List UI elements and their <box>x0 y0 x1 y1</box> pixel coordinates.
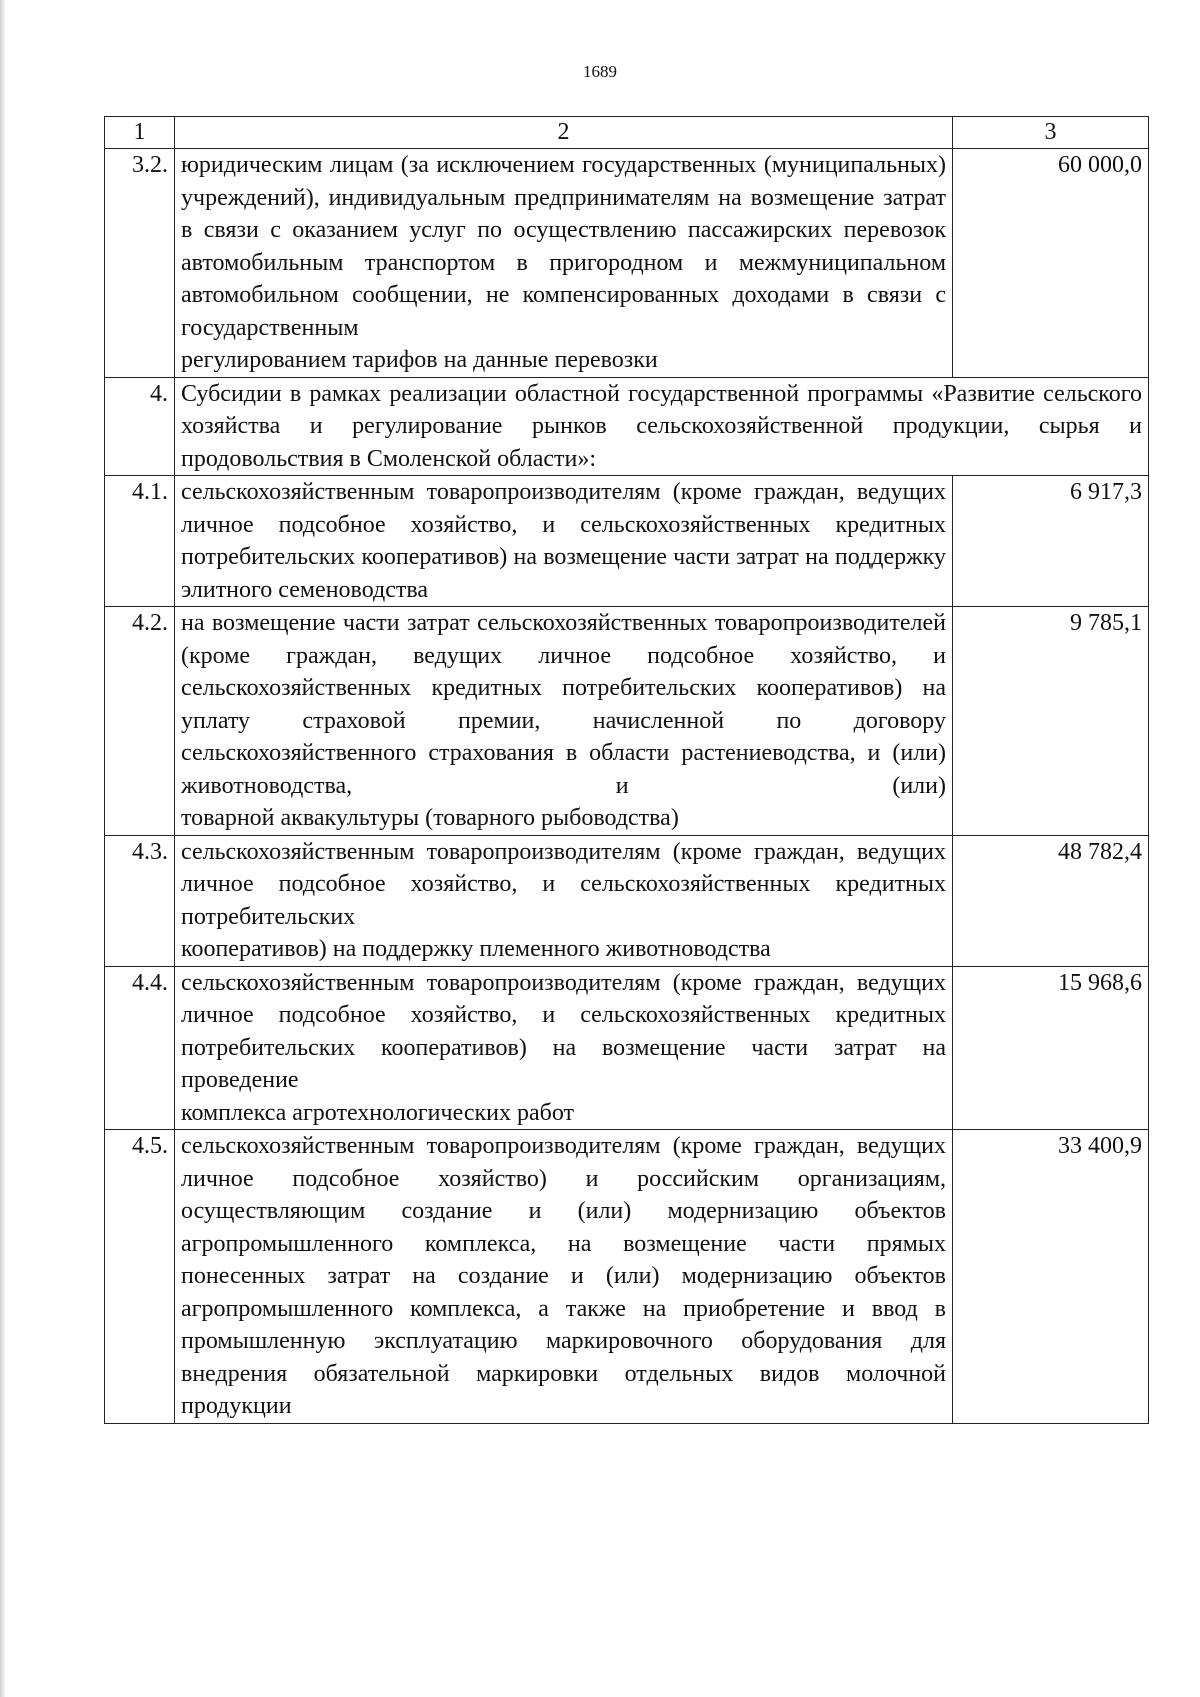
row-amount: 6 917,3 <box>953 476 1149 607</box>
table-header-row <box>105 117 1149 149</box>
row-amount: 33 400,9 <box>953 1130 1149 1424</box>
table-row <box>105 1130 1149 1424</box>
row-amount: 48 782,4 <box>953 835 1149 966</box>
row-text-last-line: кооперативов) на поддержку племенного животноводства <box>181 936 771 962</box>
table-row <box>105 966 1149 1130</box>
row-description <box>175 1130 953 1424</box>
row-text-last-line: продукции <box>181 1393 292 1419</box>
row-text-last-line: комплекса агротехнологических работ <box>181 1099 575 1126</box>
table-row <box>105 607 1149 836</box>
row-description <box>175 149 953 378</box>
row-text-last-line: регулированием тарифов на данные перевозки <box>181 347 658 373</box>
row-number: 4.2. <box>105 607 175 836</box>
row-description: Субсидии в рамках реализации областной государственной программы «Развитие сельского хозяйства и регулирование рынков сельскохозяйственной продукции, сырья и продовольствия в Смоленской области»: <box>175 377 1149 476</box>
column-header-1: 1 <box>105 117 175 149</box>
row-text: сельскохозяйственным товаропроизводителям (кроме граждан, ведущих личное подсобное хозяйство, и сельскохозяйственных кредитных потребительских <box>181 838 946 930</box>
row-number: 4.5. <box>105 1130 175 1424</box>
column-header-2: 2 <box>175 117 953 149</box>
row-text: сельскохозяйственным товаропроизводителям (кроме граждан, ведущих личное подсобное хозяйство, и сельскохозяйственных кредитных потребительских кооперативов) на возмещение части затрат на поддержку <box>181 479 946 570</box>
row-description <box>175 835 953 966</box>
table-row <box>105 149 1149 378</box>
row-text-last-line: товарной аквакультуры (товарного рыбоводства) <box>181 805 679 831</box>
table-row <box>105 476 1149 607</box>
table-row <box>105 377 1149 476</box>
row-text-last-line: элитного семеноводства <box>181 576 429 603</box>
row-number: 3.2. <box>105 149 175 378</box>
row-description <box>175 966 953 1130</box>
row-text: сельскохозяйственным товаропроизводителям (кроме граждан, ведущих личное подсобное хозяйство, и сельскохозяйственных кредитных потребительских кооперативов) на возмещение части затрат на проведение <box>181 969 946 1093</box>
page-number: 1689 <box>583 62 617 81</box>
row-number: 4.4. <box>105 966 175 1130</box>
table-row <box>105 835 1149 966</box>
row-text: юридическим лицам (за исключением государственных (муниципальных) учреждений), индивидуальным предпринимателям на возмещение затрат в связи с оказанием услуг по осуществлению пассажирских перевозок автомобильным транспортом в пригородном и межмуниципальном автомобильном сообщении, не компенсированных доходами в связи с государственным <box>181 152 946 341</box>
row-amount: 9 785,1 <box>953 607 1149 836</box>
scan-edge-shadow <box>0 0 6 1697</box>
row-description <box>175 607 953 836</box>
row-number: 4.3. <box>105 835 175 966</box>
row-number: 4. <box>105 377 175 476</box>
row-number: 4.1. <box>105 476 175 607</box>
column-header-3: 3 <box>953 117 1149 149</box>
row-amount: 15 968,6 <box>953 966 1149 1130</box>
row-text: сельскохозяйственным товаропроизводителям (кроме граждан, ведущих личное подсобное хозяйство) и российским организациям, осуществляющим создание и (или) модернизацию объектов агропромышленного комплекса, на возмещение части прямых понесенных затрат на создание и (или) модернизацию объектов агропромышленного комплекса, а также на приобретение и ввод в промышленную эксплуатацию маркировочного оборудования для внедрения обязательной маркировки отдельных видов молочной <box>181 1133 946 1387</box>
row-text: на возмещение части затрат сельскохозяйственных товаропроизводителей (кроме граждан, ведущих личное подсобное хозяйство, и сельскохозяйственных кредитных потребительских кооперативов) на уплату страховой премии, начисленной по договору сельскохозяйственного страхования в области растениеводства, и (или) животноводства, и (или) <box>181 610 946 799</box>
subsidy-table <box>104 116 1149 1424</box>
row-amount: 60 000,0 <box>953 149 1149 378</box>
row-description <box>175 476 953 607</box>
